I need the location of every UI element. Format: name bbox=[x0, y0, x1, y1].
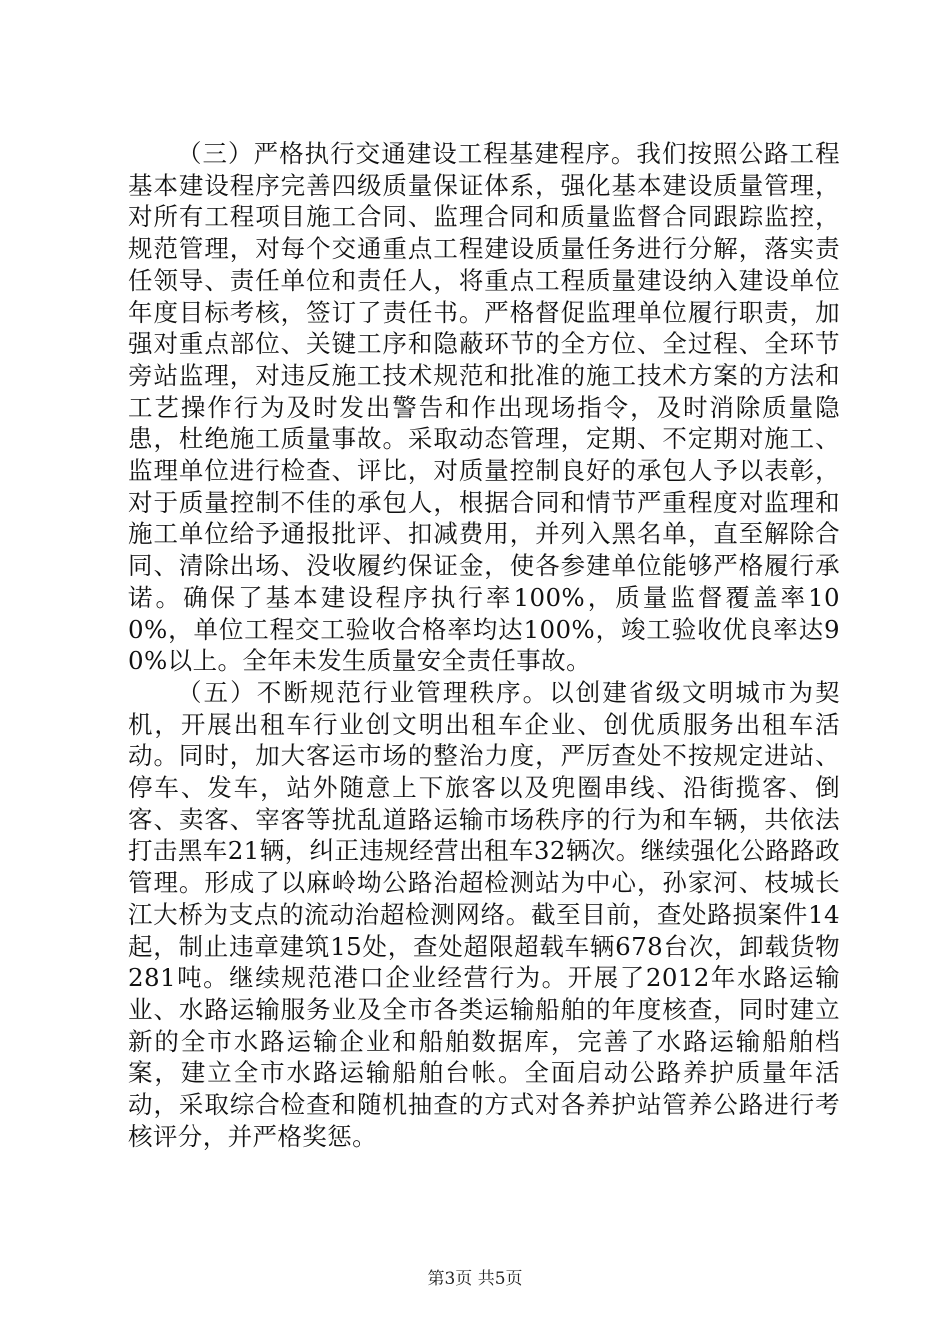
paragraph-section-five: （五）不断规范行业管理秩序。以创建省级文明城市为契机，开展出租车行业创文明出租车企业、创优质服务出租车活动。同时，加大客运市场的整治力度，严厉查处不按规定进站、停车、发车，站外随意上下旅客以及兜圈串线、沿街揽客、倒客、卖客、宰客等扰乱道路运输市场秩序的行为和车辆，共依法打击黑车21辆，纠正违规经营出租车32辆次。继续强化公路路政管理。形成了以麻岭坳公路治超检测站为中心，孙家河、枝城长江大桥为支点的流动治超检测网络。截至目前，查处路损案件14起，制止违章建筑15处，查处超限超载车辆678台次，卸载货物281吨。继续规范港口企业经营行为。开展了2012年水路运输业、水路运输服务业及全市各类运输船舶的年度核查，同时建立新的全市水路运输企业和船舶数据库，完善了水路运输船舶档案，建立全市水路运输船舶台帐。全面启动公路养护质量年活动，采取综合检查和随机抽查的方式对各养护站管养公路进行考核评分，并严格奖惩。 bbox=[128, 677, 840, 1151]
paragraph-section-three: （三）严格执行交通建设工程基建程序。我们按照公路工程基本建设程序完善四级质量保证体系，强化基本建设质量管理，对所有工程项目施工合同、监理合同和质量监督合同跟踪监控，规范管理，对每个交通重点工程建设质量任务进行分解，落实责任领导、责任单位和责任人，将重点工程质量建设纳入建设单位年度目标考核，签订了责任书。严格督促监理单位履行职责，加强对重点部位、关键工序和隐蔽环节的全方位、全过程、全环节旁站监理，对违反施工技术规范和批准的施工技术方案的方法和工艺操作行为及时发出警告和作出现场指令，及时消除质量隐患，杜绝施工质量事故。采取动态管理，定期、不定期对施工、监理单位进行检查、评比，对质量控制良好的承包人予以表彰，对于质量控制不佳的承包人，根据合同和情节严重程度对监理和施工单位给予通报批评、扣减费用，并列入黑名单，直至解除合同、清除出场、没收履约保证金，使各参建单位能够严格履行承诺。确保了基本建设程序执行率100%，质量监督覆盖率100%，单位工程交工验收合格率均达100%，竣工验收优良率达90%以上。全年未发生质量安全责任事故。 bbox=[128, 139, 840, 676]
document-body bbox=[128, 138, 840, 1153]
page-footer: 第3页 共5页 bbox=[427, 1269, 523, 1289]
